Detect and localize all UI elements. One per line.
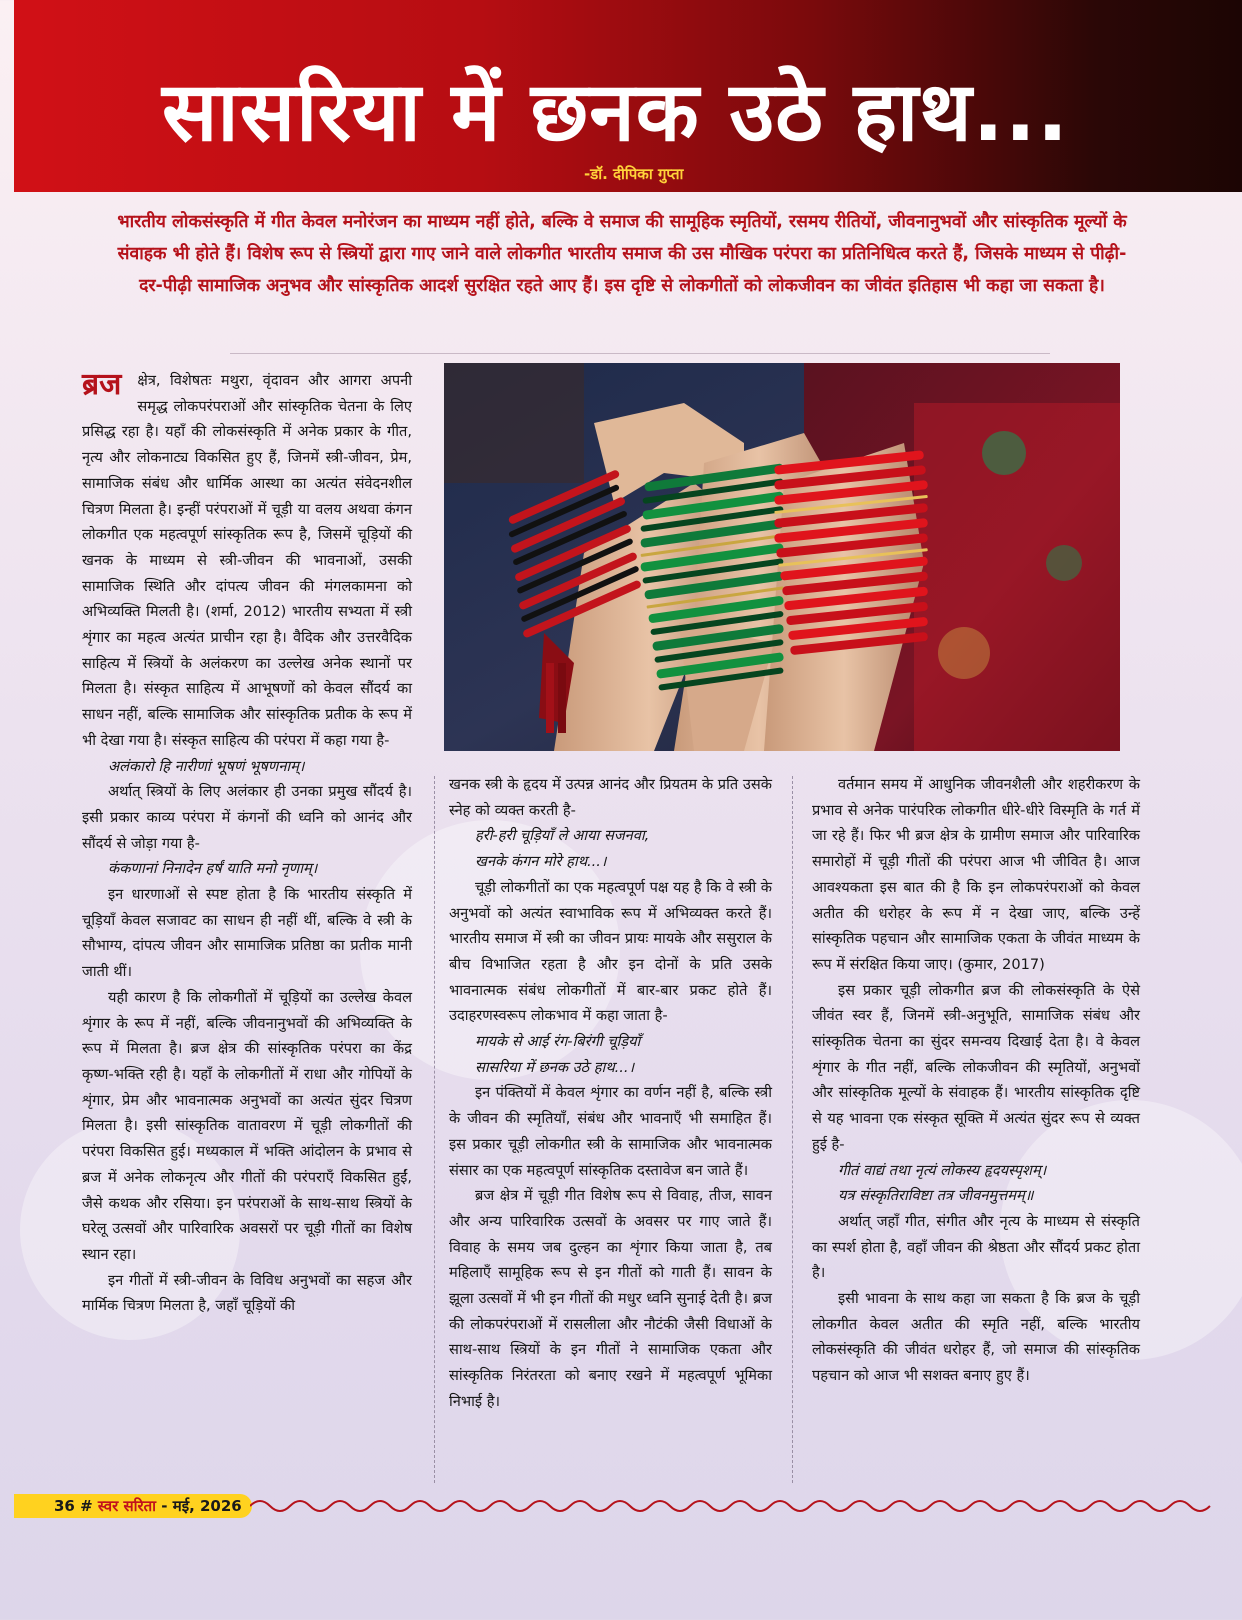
verse-line: मायके से आई रंग-बिरंगी चूड़ियाँ bbox=[475, 1033, 641, 1051]
paragraph: वर्तमान समय में आधुनिक जीवनशैली और शहरीकरण के प्रभाव से अनेक पारंपरिक लोकगीत धीरे-धीरे विस्मृति के गर्त में जा रहे हैं। फिर भी ब्रज क्षेत्र के ग्रामीण समाज और पारिवारिक समारोहों में चूड़ी गीतों की परंपरा आज भी जीवित है। आज आवश्यकता इस बात की है कि इन लोकपरंपराओं को केवल अतीत की धरोहर के रूप में न देखा जाए, बल्कि उन्हें सांस्कृतिक पहचान और सामाजिक एकता के जीवंत माध्यम के रूप में संरक्षित किया जाए। (कुमार, 2017) bbox=[812, 776, 1140, 973]
paragraph: यही कारण है कि लोकगीतों में चूड़ियों का उल्लेख केवल शृंगार के रूप में नहीं, बल्कि जीवनानुभवों की अभिव्यक्ति के रूप में मिलता है। ब्रज क्षेत्र की सांस्कृतिक परंपरा का केंद्र कृष्ण-भक्ति रही है। यहाँ के लोकगीतों में राधा और गोपियों के शृंगार, प्रेम और भावनात्मक अनुभवों का अत्यंत सुंदर चित्रण मिलता है। इसी सांस्कृतिक वातावरण में चूड़ी लोकगीतों की परंपरा विकसित हुई। मध्यकाल में भक्ति आंदोलन के प्रभाव से ब्रज में अनेक लोकनृत्य और गीतों की परंपराएँ विकसित हुईं, जैसे कथक और रसिया। इन परंपराओं के साथ-साथ स्त्रियों के घरेलू उत्सवों और पारिवारिक अवसरों पर चूड़ी गीतों का विशेष स्थान रहा। bbox=[82, 988, 412, 1263]
column-1 bbox=[82, 368, 412, 1319]
magazine-name: स्वर सरिता bbox=[97, 1497, 157, 1515]
column-3 bbox=[812, 772, 1140, 1389]
paragraph: इसी भावना के साथ कहा जा सकता है कि ब्रज के चूड़ी लोकगीत केवल अतीत की स्मृति नहीं, बल्कि भारतीय लोकसंस्कृति की जीवंत धरोहर हैं, जो समाज की सांस्कृतिक पहचान को आज भी सशक्त बनाए हुए हैं। bbox=[812, 1290, 1140, 1385]
paragraph: चूड़ी लोकगीतों का एक महत्वपूर्ण पक्ष यह है कि वे स्त्री के अनुभवों को अत्यंत स्वाभाविक रूप में अभिव्यक्त करते हैं। भारतीय समाज में स्त्री का जीवन प्रायः मायके और ससुराल के बीच विभाजित रहता है और इन दोनों के प्रति उसके भावनात्मक संबंध लोकगीतों में बार-बार प्रकट होते हैं। उदाहरणस्वरूप लोकभाव में कहा जाता है- bbox=[449, 878, 772, 1025]
column-2 bbox=[449, 772, 772, 1415]
issue-date: - मई, 2026 bbox=[161, 1497, 242, 1515]
paragraph: क्षेत्र, विशेषतः मथुरा, वृंदावन और आगरा अपनी समृद्ध लोकपरंपराओं और सांस्कृतिक चेतना के लिए प्रसिद्ध रहा है। यहाँ की लोकसंस्कृति में अनेक प्रकार के गीत, नृत्य और लोकनाट्य विकसित हुए हैं, जिनमें स्त्री-जीवन, प्रेम, सामाजिक संबंध और धार्मिक आस्था का अत्यंत संवेदनशील चित्रण मिलता है। इन्हीं परंपराओं में चूड़ी या वलय अथवा कंगन लोकगीत एक महत्वपूर्ण सांस्कृतिक रूप है, जिसमें चूड़ियों की खनक के माध्यम से स्त्री-जीवन की भावनाओं, उसकी सामाजिक स्थिति और दांपत्य जीवन की मंगलकामना को अभिव्यक्ति मिलती है। (शर्मा, 2012) भारतीय सभ्यता में स्त्री शृंगार का महत्व अत्यंत प्राचीन रहा है। वैदिक और उत्तरवैदिक साहित्य में स्त्रियों के अलंकरण का उल्लेख अनेक स्थानों पर मिलता है। संस्कृत साहित्य में आभूषणों को केवल सौंदर्य का साधन नहीं, बल्कि सामाजिक और सांस्कृतिक प्रतीक के रूप में भी देखा गया है। संस्कृत साहित्य की परंपरा में कहा गया है- bbox=[82, 372, 412, 749]
paragraph: अर्थात् स्त्रियों के लिए अलंकार ही उनका प्रमुख सौंदर्य है। इसी प्रकार काव्य परंपरा में कंगनों की ध्वनि को आनंद और सौंदर्य से जोड़ा गया है- bbox=[82, 783, 412, 852]
verse-line: गीतं वाद्यं तथा नृत्यं लोकस्य हृदयस्पृशम्। bbox=[838, 1161, 1047, 1179]
paragraph: अर्थात् जहाँ गीत, संगीत और नृत्य के माध्यम से संस्कृति का स्पर्श होता है, वहाँ जीवन की श्रेष्ठता और सौंदर्य प्रकट होता है। bbox=[812, 1212, 1140, 1282]
verse-line: अलंकारो हि नारीणां भूषणं भूषणनाम्। bbox=[108, 757, 305, 775]
dropcap: ब्रज bbox=[82, 367, 122, 402]
bangles-photo bbox=[444, 363, 1120, 751]
article-author: -डॉ. दीपिका गुप्ता bbox=[584, 165, 684, 183]
paragraph: ब्रज क्षेत्र में चूड़ी गीत विशेष रूप से विवाह, तीज, सावन और अन्य पारिवारिक उत्सवों के अवसर पर गाए जाते हैं। विवाह के समय जब दुल्हन का शृंगार किया जाता है, तब महिलाएँ सामूहिक रूप से इन गीतों को गाती हैं। सावन के झूला उत्सवों में भी इन गीतों की मधुर ध्वनि सुनाई देती है। ब्रज की लोकपरंपराओं में रासलीला और नौटंकी जैसी विधाओं के साथ-साथ स्त्रियों के इन गीतों ने सामाजिक एकता और सांस्कृतिक निरंतरता को बनाए रखने में महत्वपूर्ण भूमिका निभाई है। bbox=[449, 1187, 772, 1410]
verse-line: हरी-हरी चूड़ियाँ ले आया सजनवा, bbox=[475, 827, 650, 845]
paragraph: इन धारणाओं से स्पष्ट होता है कि भारतीय संस्कृति में चूड़ियाँ केवल सजावट का साधन ही नहीं थीं, बल्कि वे स्त्री के सौभाग्य, दांपत्य जीवन और सामाजिक प्रतिष्ठा का प्रतीक मानी जाती थीं। bbox=[82, 886, 412, 981]
intro-divider bbox=[230, 353, 1050, 354]
column-rule bbox=[792, 776, 794, 1483]
page-footer bbox=[14, 1494, 252, 1518]
verse-line: कंकणानां निनादेन हर्षं याति मनो नृणाम्। bbox=[108, 860, 318, 878]
paragraph: इन पंक्तियों में केवल शृंगार का वर्णन नहीं है, बल्कि स्त्री के जीवन की स्मृतियाँ, संबंध और भावनाएँ भी समाहित हैं। इस प्रकार चूड़ी लोकगीत स्त्री के सामाजिक और भावनात्मक संसार का एक महत्वपूर्ण सांस्कृतिक दस्तावेज बन जाते हैं। bbox=[449, 1084, 772, 1179]
verse-line: खनके कंगन मोरे हाथ...। bbox=[475, 853, 607, 871]
page-number: 36 # bbox=[54, 1497, 93, 1515]
paragraph: इस प्रकार चूड़ी लोकगीत ब्रज की लोकसंस्कृति के ऐसे जीवंत स्वर हैं, जिनमें स्त्री-अनुभूति, सामाजिक संबंध और सांस्कृतिक चेतना का सुंदर समन्वय दिखाई देता है। वे केवल शृंगार के गीत नहीं, बल्कि लोकजीवन की स्मृतियों, अनुभवों और सांस्कृतिक मूल्यों के संवाहक हैं। भारतीय सांस्कृतिक दृष्टि से यह भावना एक संस्कृत सूक्ति में अत्यंत सुंदर रूप से व्यक्त हुई है- bbox=[812, 981, 1140, 1153]
intro-paragraph: भारतीय लोकसंस्कृति में गीत केवल मनोरंजन का माध्यम नहीं होते, बल्कि वे समाज की सामूहिक स्मृतियों, रसमय रीतियों, जीवनानुभवों और सांस्कृतिक मूल्यों के संवाहक भी होते हैं। विशेष रूप से स्त्रियों द्वारा गाए जाने वाले लोकगीत भारतीय समाज की उस मौखिक परंपरा का प्रतिनिधित्व करते हैं, जिसके माध्यम से पीढ़ी-दर-पीढ़ी सामाजिक अनुभव और सांस्कृतिक आदर्श सुरक्षित रहते आए हैं। इस दृष्टि से लोकगीतों को लोकजीवन का जीवंत इतिहास भी कहा जा सकता है। bbox=[117, 212, 1127, 296]
footer-wave-ornament bbox=[250, 1492, 1230, 1520]
column-rule bbox=[434, 776, 436, 1483]
article-title: सासरिया में छनक उठे हाथ... bbox=[162, 65, 1070, 160]
paragraph: खनक स्त्री के हृदय में उत्पन्न आनंद और प्रियतम के प्रति उसके स्नेह को व्यक्त करती है- bbox=[449, 776, 772, 819]
verse-line: यत्र संस्कृतिराविष्टा तत्र जीवनमुत्तमम्॥ bbox=[838, 1187, 1034, 1205]
paragraph: इन गीतों में स्त्री-जीवन के विविध अनुभवों का सहज और मार्मिक चित्रण मिलता है, जहाँ चूड़ियों की bbox=[82, 1271, 412, 1315]
bangles-illustration bbox=[444, 363, 1120, 751]
verse-line: सासरिया में छनक उठे हाथ...। bbox=[475, 1058, 635, 1076]
header-banner bbox=[14, 0, 1242, 192]
